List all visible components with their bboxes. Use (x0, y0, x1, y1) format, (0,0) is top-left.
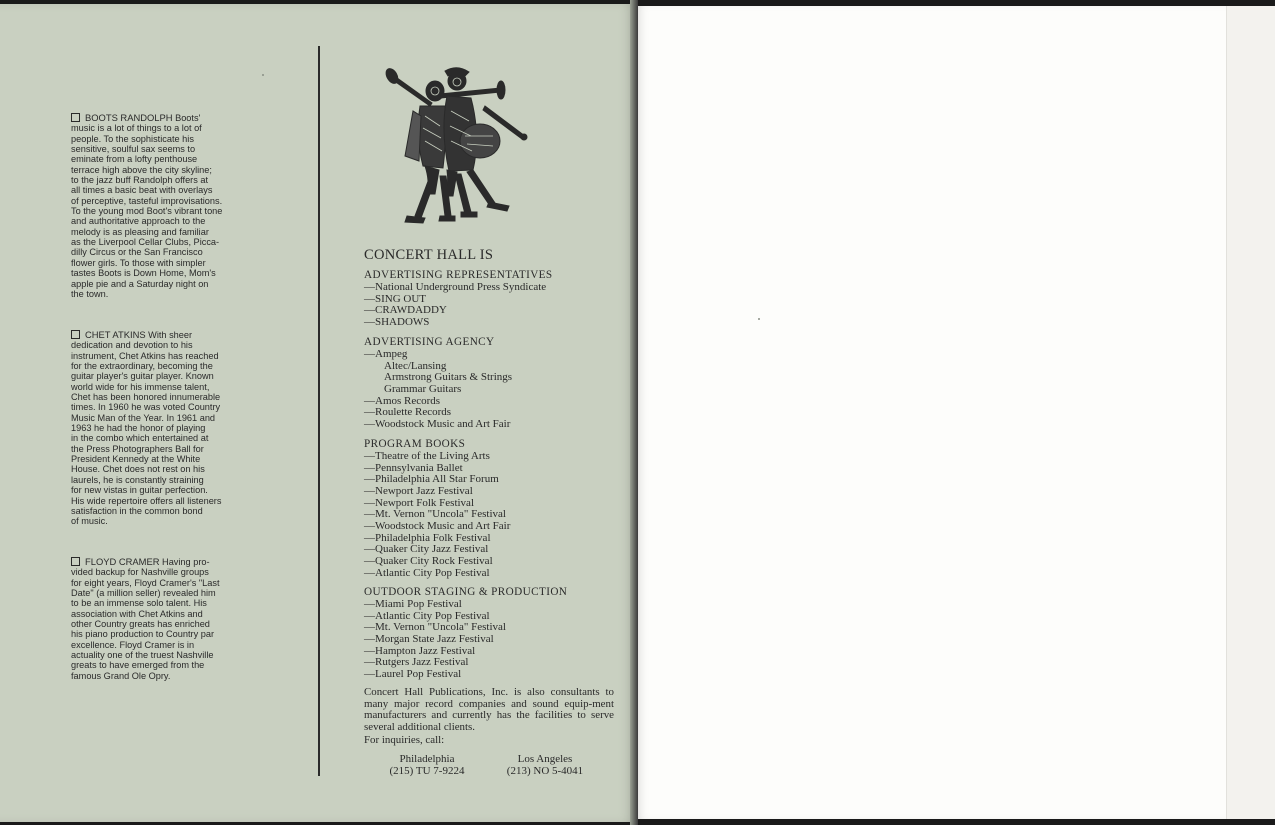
list-item: Grammar Guitars (384, 382, 462, 395)
page-edge (1226, 6, 1275, 819)
checkbox-square-icon (71, 330, 80, 339)
book-spine (630, 0, 638, 825)
section-program-books (364, 437, 624, 579)
inquiries-label: For inquiries, call: (364, 733, 445, 746)
list-item: —SHADOWS (364, 315, 430, 328)
bio-name: BOOTS RANDOLPH (85, 112, 173, 123)
bio-text: Boots' music is a lot of things to a lot of people. To the sophisticate his sensitive, soulful sax seems to eminate from a lofty penthouse terrace high above the city skyline; to the jazz buff Randolph offers at all times a basic beat with overlays of perceptive, tasteful improvisations. To the young mod Boot's vibrant tone and authoritative approach to the melody is as pleasing and familiar as the Liverpool Cellar Clubs, Picca- dilly Circus or the San Francisco flower girls. To those with simpler tastes Boots is Down Home, Mom's apple pie and a Saturday night on the town. (71, 113, 223, 299)
consultants-paragraph (364, 687, 614, 747)
list-item: —CRAWDADDY (364, 304, 447, 317)
musicians-woodcut-illustration (385, 66, 530, 231)
paragraph-text: Concert Hall Publications, Inc. is also consultants to many major record companies and sound equip-ment manufacturers and currently has the facilities to serve several additional clients. (364, 686, 614, 734)
bio-boots-randolph (71, 113, 241, 299)
list-item: —SING OUT (364, 292, 427, 305)
list-item: —Atlantic City Pop Festival (364, 609, 490, 622)
list-item: —Ampeg (364, 348, 408, 360)
office-city: Philadelphia (399, 753, 455, 765)
list-item: —Philadelphia Folk Festival (364, 531, 491, 544)
office-city: Los Angeles (517, 753, 573, 765)
bio-floyd-cramer (71, 557, 241, 681)
bio-name: CHET ATKINS (85, 329, 146, 340)
section-advertising-agency (364, 335, 624, 431)
list-item: —Theatre of the Living Arts (364, 450, 490, 462)
section-heading: ADVERTISING REPRESENTATIVES (364, 269, 553, 281)
office-phone: (215) TU 7-9224 (389, 765, 465, 777)
section-advertising-representatives (364, 268, 624, 329)
list-item: —Hampton Jazz Festival (364, 644, 476, 657)
list-item: Altec/Lansing (384, 359, 447, 372)
section-heading: ADVERTISING AGENCY (364, 336, 495, 348)
checkbox-square-icon (71, 557, 80, 566)
list-item: —Philadelphia All Star Forum (364, 473, 499, 486)
list-item: —Quaker City Jazz Festival (364, 543, 489, 556)
section-heading: OUTDOOR STAGING & PRODUCTION (364, 586, 568, 598)
bio-text: Having pro- vided backup for Nashville groups for eight years, Floyd Cramer's "Last Date" (a million seller) revealed him to be an immense solo talent. His association with Chet Atkins and other Country greats has enriched his piano production to Country par excellence. Floyd Cramer is in actuality one of the truest Nashville greats to have emerged from the famous Grand Ole Opry. (71, 557, 220, 681)
section-outdoor-staging (364, 585, 624, 681)
list-item: —Morgan State Jazz Festival (364, 632, 494, 645)
list-item: —National Underground Press Syndicate (364, 281, 547, 293)
bio-chet-atkins (71, 330, 241, 527)
office-los-angeles (490, 753, 600, 777)
paper-speck (262, 74, 264, 76)
list-item: —Amos Records (364, 394, 441, 407)
bio-name: FLOYD CRAMER (85, 556, 160, 567)
checkbox-square-icon (71, 113, 80, 122)
list-item: —Quaker City Rock Festival (364, 554, 493, 567)
list-item: —Woodstock Music and Art Fair (364, 417, 511, 430)
list-item: —Mt. Vernon "Uncola" Festival (364, 621, 506, 634)
list-item: —Laurel Pop Festival (364, 667, 462, 680)
list-item: —Woodstock Music and Art Fair (364, 519, 511, 532)
list-item: —Pennsylvania Ballet (364, 461, 463, 474)
section-heading: PROGRAM BOOKS (364, 438, 466, 450)
right-page (636, 6, 1226, 819)
list-item: —Newport Jazz Festival (364, 484, 473, 497)
list-item: —Mt. Vernon "Uncola" Festival (364, 508, 506, 521)
list-item: —Atlantic City Pop Festival (364, 566, 490, 579)
list-item: —Rutgers Jazz Festival (364, 656, 469, 669)
bio-text: With sheer dedication and devotion to his instrument, Chet Atkins has reached for the extraordinary, becoming the guitar player's guitar player. Known world wide for his immense talent, Chet has been honored innumerable times. In 1960 he was voted Country Music Man of the Year. In 1961 and 1963 he had the honor of playing in the combo which entertained at the Press Photographers Ball for President Kennedy at the White House. Chet does not rest on his laurels, he is constantly straining for new vistas in guitar perfection. His wide repertoire offers all listeners satisfaction in the common bond of music. (71, 330, 222, 527)
page-headline: CONCERT HALL IS (364, 247, 494, 263)
list-item: Armstrong Guitars & Strings (384, 371, 513, 384)
office-philadelphia (372, 753, 482, 777)
office-phone: (213) NO 5-4041 (506, 765, 584, 777)
list-item: —Newport Folk Festival (364, 496, 474, 509)
column-divider (318, 46, 320, 776)
paper-speck (758, 318, 760, 320)
list-item: —Miami Pop Festival (364, 598, 462, 610)
list-item: —Roulette Records (364, 406, 452, 419)
